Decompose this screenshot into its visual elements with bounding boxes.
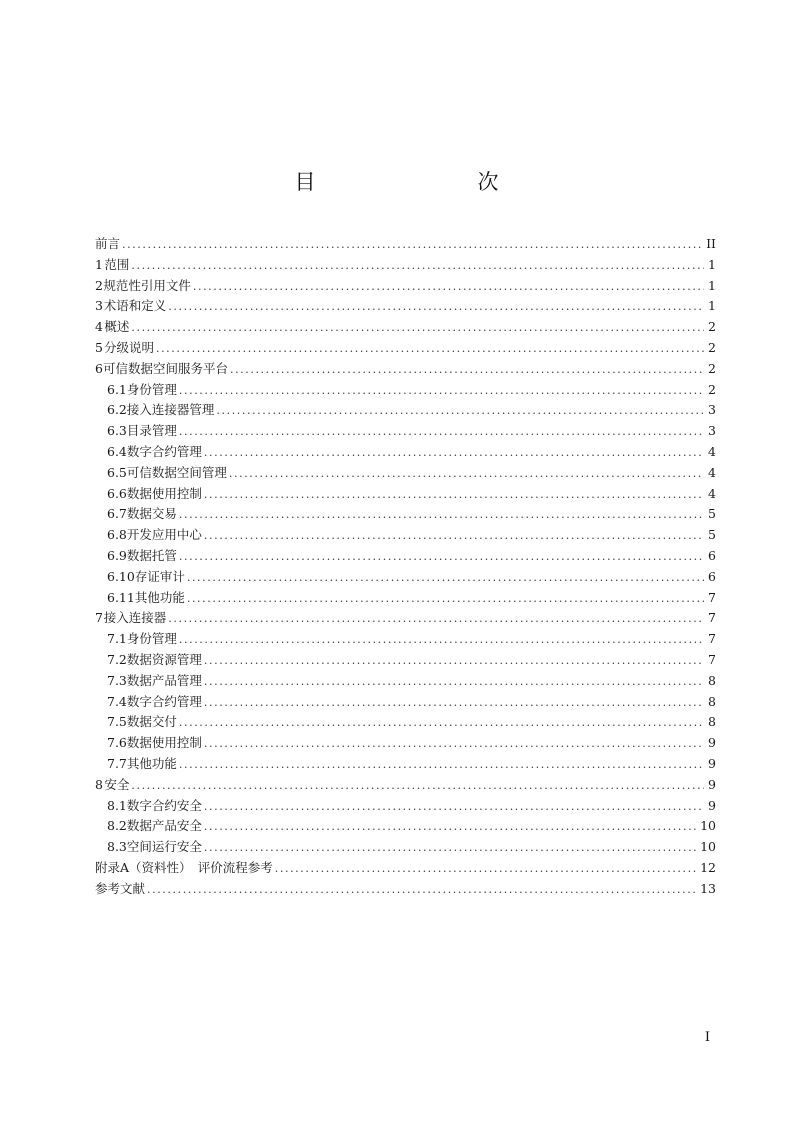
table-of-contents	[95, 234, 716, 900]
toc-entry-number: 1	[95, 256, 103, 272]
page-title: 目 次	[294, 170, 539, 194]
toc-entry-title: 开发应用中心	[126, 527, 202, 543]
toc-leader-dots	[179, 381, 704, 402]
toc-entry-title: 身份管理	[126, 631, 177, 647]
toc-entry-page: 5	[708, 527, 716, 543]
toc-entry-title: 概述	[104, 319, 130, 335]
toc-entry-title: 数据交易	[126, 506, 177, 522]
toc-leader-dots	[179, 755, 704, 776]
toc-entry-number: 6.2	[107, 402, 127, 418]
toc-entry-number: 8	[95, 776, 103, 792]
toc-entry-page: 9	[708, 797, 716, 813]
toc-leader-dots	[204, 734, 704, 755]
toc-entry-title: 数据产品管理	[126, 672, 202, 688]
toc-entry-number: 6.1	[107, 381, 127, 397]
toc-entry-title: 可信数据空间管理	[126, 464, 227, 480]
toc-leader-dots	[156, 339, 704, 360]
toc-entry-page: 4	[708, 485, 716, 501]
toc-leader-dots	[275, 859, 698, 880]
toc-entry-number: 3	[95, 298, 103, 314]
toc-entry[interactable]	[95, 463, 716, 484]
toc-leader-dots	[179, 630, 704, 651]
toc-entry-page: 4	[708, 464, 716, 480]
toc-entry[interactable]	[95, 234, 716, 255]
toc-entry-title: 范围	[104, 256, 130, 272]
toc-entry-page: 9	[708, 776, 716, 792]
toc-entry[interactable]	[95, 317, 716, 338]
toc-entry-page: 2	[708, 360, 716, 376]
toc-leader-dots	[229, 464, 704, 485]
toc-entry-title: 可信数据空间服务平台	[102, 360, 228, 376]
toc-entry-title: 数字合约管理	[126, 693, 202, 709]
toc-leader-dots	[131, 256, 704, 277]
toc-entry-page: 2	[708, 319, 716, 335]
toc-entry-page: II	[706, 236, 716, 251]
toc-entry[interactable]	[95, 338, 716, 359]
toc-entry-page: 9	[708, 735, 716, 751]
toc-entry-title: 接入连接器	[103, 610, 167, 626]
toc-leader-dots	[187, 589, 704, 610]
toc-entry-number: 7.6	[107, 735, 127, 751]
toc-entry[interactable]	[95, 671, 716, 692]
toc-entry-number: 7.5	[107, 714, 127, 730]
toc-entry-title: 数据产品安全	[126, 818, 202, 834]
toc-entry[interactable]	[95, 546, 716, 567]
toc-leader-dots	[122, 235, 704, 256]
toc-entry-page: 1	[708, 256, 716, 272]
toc-entry[interactable]	[95, 837, 716, 858]
toc-leader-dots	[187, 568, 704, 589]
toc-entry[interactable]	[95, 421, 716, 442]
toc-entry-number: 7	[95, 610, 103, 626]
toc-entry-number: 8.1	[107, 797, 127, 813]
toc-entry[interactable]	[95, 692, 716, 713]
toc-entry-title: 其他功能	[134, 589, 185, 605]
toc-entry-page: 8	[708, 672, 716, 688]
toc-entry[interactable]	[95, 525, 716, 546]
toc-entry-number: 5	[95, 339, 103, 355]
toc-entry-page: 7	[708, 610, 716, 626]
toc-entry[interactable]	[95, 629, 716, 650]
toc-leader-dots	[204, 817, 698, 838]
toc-entry-title: 附录A（资料性） 评价流程参考	[95, 859, 273, 875]
toc-entry-page: 3	[708, 402, 716, 418]
toc-entry-page: 10	[700, 818, 716, 834]
toc-leader-dots	[204, 443, 704, 464]
toc-entry[interactable]	[95, 255, 716, 276]
toc-entry-number: 8.3	[107, 839, 127, 855]
toc-entry-page: 2	[708, 381, 716, 397]
toc-leader-dots	[204, 526, 704, 547]
toc-entry-number: 8.2	[107, 818, 127, 834]
toc-leader-dots	[216, 401, 704, 422]
toc-leader-dots	[168, 609, 704, 630]
toc-entry[interactable]	[95, 816, 716, 837]
toc-entry[interactable]	[95, 775, 716, 796]
toc-entry-title: 参考文献	[95, 880, 146, 896]
toc-leader-dots	[168, 297, 704, 318]
toc-leader-dots	[204, 693, 704, 714]
toc-leader-dots	[179, 505, 704, 526]
toc-entry-title: 数据使用控制	[126, 485, 202, 501]
toc-entry[interactable]	[95, 858, 716, 879]
toc-entry-title: 数据使用控制	[126, 735, 202, 751]
toc-leader-dots	[179, 547, 704, 568]
toc-entry[interactable]	[95, 712, 716, 733]
toc-entry[interactable]	[95, 359, 716, 380]
toc-entry-page: 7	[708, 631, 716, 647]
toc-entry[interactable]	[95, 796, 716, 817]
toc-entry-number: 4	[95, 319, 103, 335]
toc-entry-page: 3	[708, 423, 716, 439]
toc-entry-page: 1	[708, 298, 716, 314]
toc-entry-number: 6.8	[107, 527, 127, 543]
toc-entry-page: 10	[700, 839, 716, 855]
toc-leader-dots	[179, 422, 704, 443]
toc-entry[interactable]	[95, 400, 716, 421]
toc-entry-number: 6.11	[107, 589, 135, 605]
toc-entry-number: 7.1	[107, 631, 127, 647]
toc-entry-page: 6	[708, 568, 716, 584]
toc-entry-page: 8	[708, 693, 716, 709]
toc-entry-title: 身份管理	[126, 381, 177, 397]
toc-entry-page: 6	[708, 547, 716, 563]
toc-leader-dots	[179, 713, 704, 734]
toc-entry-number: 6.7	[107, 506, 127, 522]
toc-entry-page: 5	[708, 506, 716, 522]
toc-entry-title: 分级说明	[103, 339, 154, 355]
toc-entry-title: 其他功能	[126, 755, 177, 771]
toc-entry[interactable]	[95, 442, 716, 463]
toc-entry-title: 数据托管	[126, 547, 177, 563]
toc-entry-page: 13	[700, 880, 716, 896]
toc-entry-title: 前言	[95, 236, 121, 251]
toc-entry-page: 7	[708, 651, 716, 667]
toc-entry-page: 8	[708, 714, 716, 730]
toc-leader-dots	[204, 838, 698, 859]
toc-entry[interactable]	[95, 733, 716, 754]
toc-entry[interactable]	[95, 879, 716, 900]
toc-entry-page: 9	[708, 755, 716, 771]
toc-entry-page: 12	[700, 859, 716, 875]
toc-entry-page: 4	[708, 443, 716, 459]
toc-leader-dots	[204, 672, 704, 693]
toc-leader-dots	[204, 485, 704, 506]
toc-entry-title: 接入连接器管理	[126, 402, 215, 418]
toc-entry[interactable]	[95, 484, 716, 505]
toc-entry-page: 7	[708, 589, 716, 605]
toc-leader-dots	[230, 360, 704, 381]
toc-entry[interactable]	[95, 296, 716, 317]
toc-entry-number: 6.10	[107, 568, 135, 584]
toc-entry[interactable]	[95, 504, 716, 525]
toc-entry-title: 数据交付	[126, 714, 177, 730]
toc-leader-dots	[147, 880, 698, 901]
toc-entry[interactable]	[95, 276, 716, 297]
toc-entry[interactable]	[95, 650, 716, 671]
toc-entry-number: 6	[95, 360, 103, 376]
toc-entry-number: 7.7	[107, 755, 127, 771]
toc-entry-title: 数字合约管理	[126, 443, 202, 459]
toc-entry-title: 术语和定义	[103, 298, 167, 314]
toc-entry-page: 2	[708, 339, 716, 355]
toc-entry[interactable]	[95, 754, 716, 775]
toc-entry-number: 6.5	[107, 464, 127, 480]
toc-entry-title: 数字合约安全	[126, 797, 202, 813]
toc-entry-page: 1	[708, 277, 716, 293]
toc-leader-dots	[131, 318, 704, 339]
toc-entry-number: 6.6	[107, 485, 127, 501]
toc-entry-number: 2	[95, 277, 103, 293]
toc-entry-number: 6.9	[107, 547, 127, 563]
toc-entry-title: 安全	[104, 776, 130, 792]
toc-entry-number: 6.3	[107, 423, 127, 439]
toc-leader-dots	[204, 797, 704, 818]
toc-entry-title: 空间运行安全	[126, 839, 202, 855]
toc-leader-dots	[204, 651, 704, 672]
toc-entry-number: 7.4	[107, 693, 127, 709]
toc-entry-number: 6.4	[107, 443, 127, 459]
toc-leader-dots	[193, 277, 704, 298]
toc-entry-number: 7.2	[107, 651, 127, 667]
toc-entry-title: 存证审计	[134, 568, 185, 584]
toc-leader-dots	[131, 776, 704, 797]
toc-entry-title: 规范性引用文件	[103, 277, 191, 293]
toc-entry[interactable]	[95, 380, 716, 401]
toc-entry[interactable]	[95, 567, 716, 588]
toc-entry-title: 目录管理	[126, 423, 177, 439]
toc-entry-title: 数据资源管理	[126, 651, 202, 667]
toc-entry[interactable]	[95, 608, 716, 629]
toc-entry[interactable]	[95, 588, 716, 609]
page-number: I	[704, 1030, 710, 1045]
toc-entry-number: 7.3	[107, 672, 127, 688]
